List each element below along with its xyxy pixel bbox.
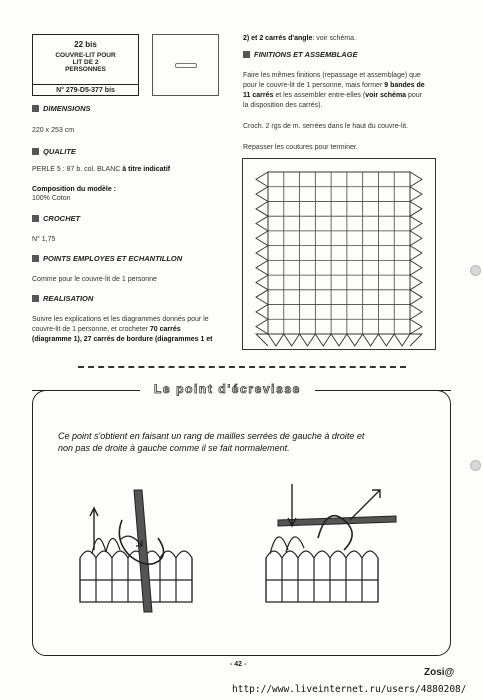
schema-border-bottom <box>331 334 347 346</box>
page-number: - 42 - <box>230 661 247 668</box>
right-top-bold: 2) et 2 carrés d'angle <box>243 35 313 42</box>
realisation-line-2-bold: 70 carrés <box>149 326 181 333</box>
section-dimensions <box>32 104 91 113</box>
crochet-illustration-right <box>258 478 408 613</box>
stitch-rows-2 <box>266 537 378 602</box>
finitions-p1-l2-plain: pour le couvre-lit de 1 personne, mais former <box>243 82 385 89</box>
finitions-p1-l2-bold: 9 bandes de <box>384 82 425 89</box>
assembly-schema <box>242 158 436 350</box>
ecrevisse-line-2: non pas de droite à gauche comme il se fait normalement. <box>58 443 290 453</box>
bullet-square-icon <box>243 51 250 58</box>
schema-border-right <box>410 172 422 187</box>
pattern-subtitle-2: LIT DE 2 <box>72 59 99 66</box>
finitions-p1-l3-end: pour <box>406 92 423 99</box>
schema-border-left <box>256 305 268 320</box>
section-crochet <box>32 214 80 223</box>
schema-border-left <box>256 246 268 261</box>
schema-grid <box>256 172 422 346</box>
schema-border-left <box>256 172 268 187</box>
binder-hole <box>470 460 481 471</box>
points-heading: POINTS EMPLOYES ET ECHANTILLON <box>43 254 183 263</box>
schema-border-bottom <box>284 334 300 346</box>
schema-border-right <box>410 275 422 290</box>
finitions-p1-l3 <box>243 91 422 101</box>
finitions-p1-l3-bold2: voir schéma <box>365 92 407 99</box>
points-text: Comme pour le couvre-lit de 1 personne <box>32 276 157 283</box>
finitions-p1-l3-plain: et les assembler entre-elles ( <box>273 92 366 99</box>
schema-border-bottom <box>394 334 410 346</box>
realisation-heading: REALISATION <box>43 294 94 303</box>
section-points <box>32 254 182 263</box>
schema-border-right <box>410 187 422 202</box>
schema-border-left <box>256 319 268 334</box>
schema-border-left <box>256 290 268 305</box>
finitions-p1-l3-bold1: 11 carrés <box>243 92 274 99</box>
schema-border-right <box>410 216 422 231</box>
right-top-line <box>243 34 356 44</box>
schema-border-bottom <box>268 334 284 346</box>
ecrevisse-title: Le point d'écrevisse <box>140 382 315 396</box>
bullet-square-icon <box>32 255 39 262</box>
dimensions-heading: DIMENSIONS <box>43 104 91 113</box>
photo-placeholder-box <box>152 34 219 96</box>
source-url[interactable]: http://www.liveinternet.ru/users/4880208/ <box>232 684 467 695</box>
schema-border-right <box>410 260 422 275</box>
pattern-subtitle-3: PERSONNES <box>65 66 106 73</box>
schema-corner-right <box>410 334 422 346</box>
schema-border-left <box>256 187 268 202</box>
qualite-line-plain: PERLE 5 : 87 b. col. BLANC <box>32 166 123 173</box>
bullet-square-icon <box>32 105 39 112</box>
schema-border-bottom <box>315 334 331 346</box>
pattern-subtitle-1: COUVRE-LIT POUR <box>55 52 116 59</box>
realisation-line-2-plain: couvre-lit de 1 personne, et crocheter <box>32 326 150 333</box>
pattern-reference: N° 279-D5-377 bis <box>33 84 138 94</box>
schema-border-left <box>256 216 268 231</box>
schema-border-bottom <box>300 334 316 346</box>
photo-placeholder-mark <box>175 63 197 68</box>
crochet-illustration-left <box>72 480 212 615</box>
finitions-p2: Croch. 2 rgs de m. serrées dans le haut du couvre-lit. <box>243 123 408 130</box>
crochet-hook-2 <box>278 516 396 526</box>
right-top-plain: : voir schéma. <box>312 35 356 42</box>
composition-value: 100% Coton <box>32 195 71 202</box>
schema-border-left <box>256 260 268 275</box>
schema-border-right <box>410 231 422 246</box>
pattern-number: 22 bis <box>74 40 97 49</box>
finitions-p1-l2 <box>243 81 425 91</box>
schema-border-bottom <box>378 334 394 346</box>
pattern-id-box <box>32 34 139 96</box>
finitions-p3: Repasser les coutures pour terminer. <box>243 144 358 151</box>
binder-hole <box>470 265 481 276</box>
qualite-line-bold: à titre indicatif <box>122 166 171 173</box>
finitions-p1-l1: Faire les mêmes finitions (repassage et assemblage) que <box>243 72 421 79</box>
composition-label: Composition du modèle : <box>32 186 116 193</box>
schema-border-left <box>256 275 268 290</box>
realisation-line-2 <box>32 325 181 335</box>
schema-border-left <box>256 231 268 246</box>
schema-body <box>268 172 410 334</box>
bullet-square-icon <box>32 215 39 222</box>
bullet-square-icon <box>32 148 39 155</box>
section-finitions <box>243 50 357 59</box>
ecrevisse-line-1: Ce point s'obtient en faisant un rang de mailles serrées de gauche à droite et <box>58 431 365 441</box>
schema-border-bottom <box>363 334 379 346</box>
schema-border-left <box>256 201 268 216</box>
schema-border-right <box>410 290 422 305</box>
section-realisation <box>32 294 93 303</box>
finitions-p1-l4: la disposition des carrés). <box>243 102 323 109</box>
realisation-line-3: (diagramme 1), 27 carrés de bordure (diagrammes 1 et <box>32 336 213 343</box>
schema-border-bottom <box>347 334 363 346</box>
schema-border-right <box>410 305 422 320</box>
finitions-heading: FINITIONS ET ASSEMBLAGE <box>254 50 358 59</box>
realisation-line-1: Suivre les explications et les diagrammes donnés pour le <box>32 316 209 323</box>
section-qualite <box>32 147 76 156</box>
qualite-line <box>32 165 170 175</box>
dimensions-text: 220 x 253 cm <box>32 127 75 134</box>
schema-border-right <box>410 246 422 261</box>
dashed-divider <box>78 366 406 368</box>
arrow-down-icon <box>288 484 296 526</box>
schema-frame <box>243 159 436 350</box>
schema-border-right <box>410 319 422 334</box>
stitch-rows <box>80 538 192 602</box>
arrow-up-right-icon <box>350 490 380 520</box>
schema-border-right <box>410 201 422 216</box>
schema-corner-left <box>256 334 268 346</box>
crochet-text: N° 1,75 <box>32 236 56 243</box>
signature: Zosi@ <box>424 667 455 678</box>
crochet-heading: CROCHET <box>43 214 81 223</box>
arrow-up-icon <box>90 508 98 550</box>
bullet-square-icon <box>32 295 39 302</box>
qualite-heading: QUALITE <box>43 147 76 156</box>
